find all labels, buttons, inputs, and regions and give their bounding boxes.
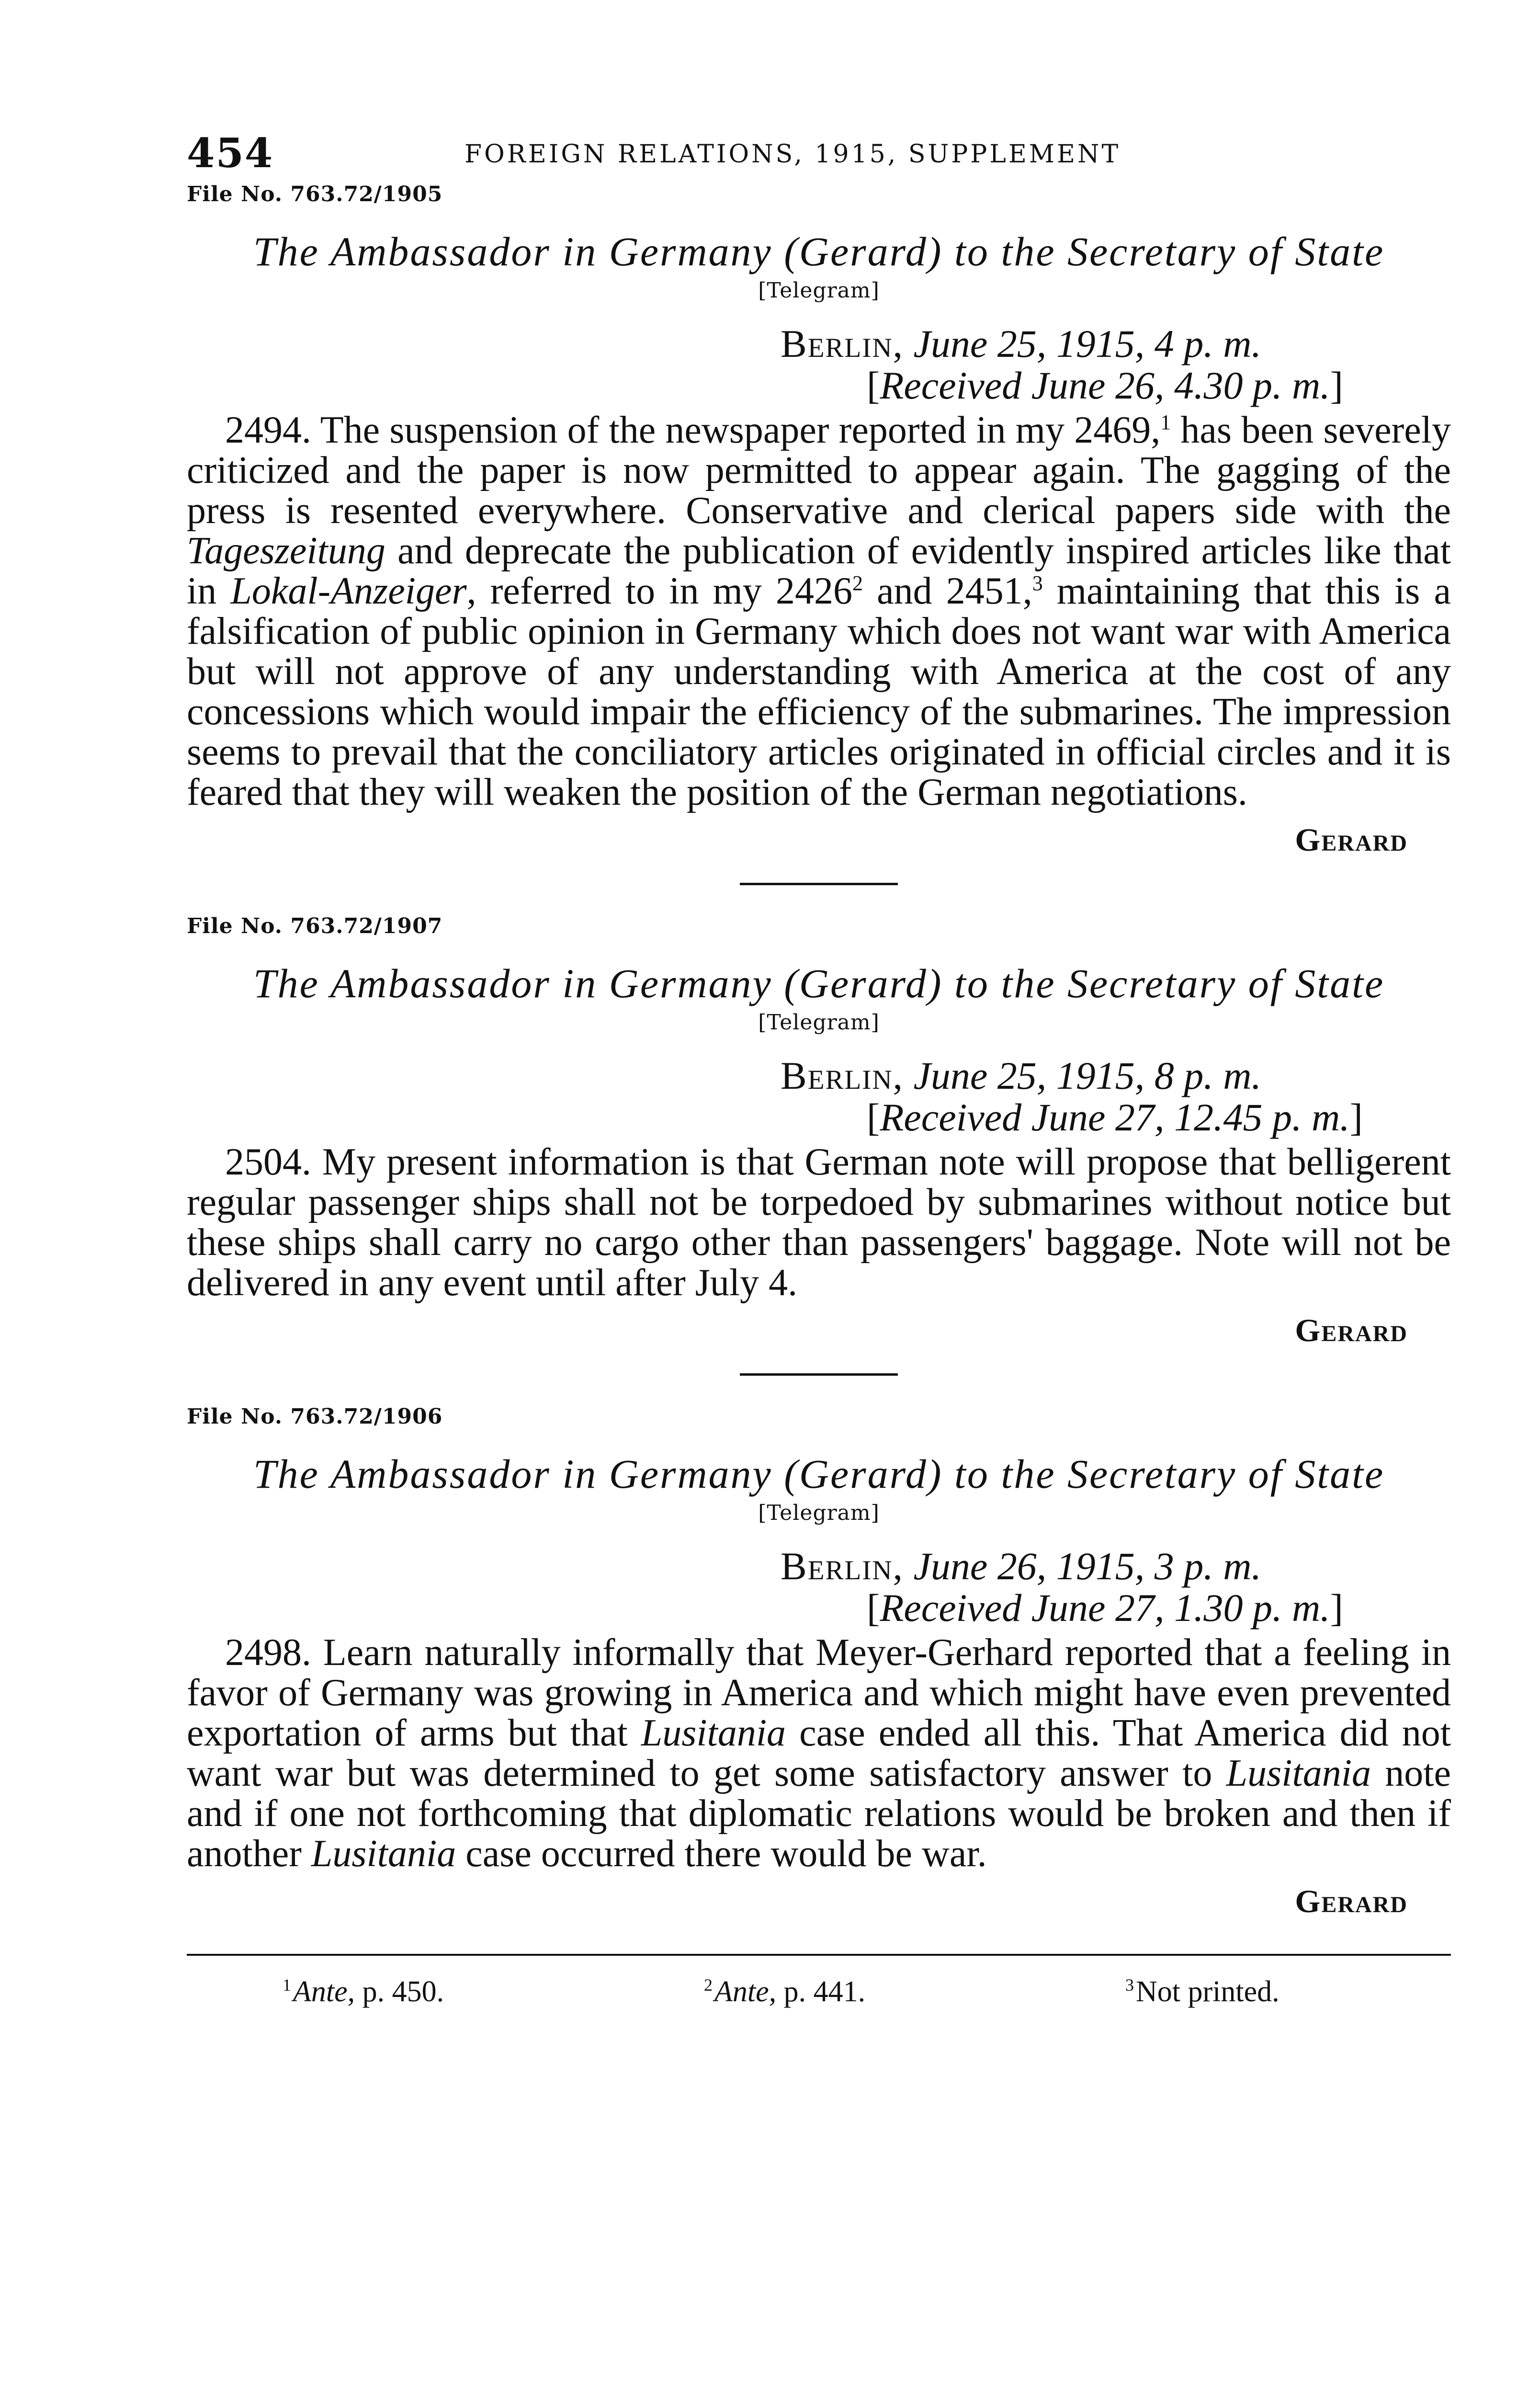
signature: Gerard [1295,821,1408,858]
dateline-city: Berlin, [781,1544,904,1588]
received-date: Received June 26, 4.30 p. m. [880,364,1330,407]
signature: Gerard [1295,1312,1408,1348]
document-kind: [Telegram] [758,278,880,303]
signature: Gerard [1295,1883,1408,1919]
received-bracket-open: [ [867,1095,880,1139]
footnote-text: p. 450. [355,1975,444,2008]
footnote-mark: 2 [704,1975,713,1995]
dateline [781,1056,1451,1096]
file-number: File No. 763.72/1907 [187,914,443,938]
body-text-segment: 2494. The suspension of the newspaper reported in my 2469, [225,409,1161,451]
received-line [867,1586,1451,1630]
document-1906 [187,1404,1451,1920]
body-text-segment: and 2451, [863,570,1032,612]
document-1905 [187,182,1451,859]
body-text-segment: has been severely criticized and the paper is now permitted to appear again. The gagging of the press is resented everywhere. Conservative and clerical papers side with the [187,409,1451,532]
footnote-2 [704,1975,865,2009]
document-1907 [187,914,1451,1349]
dateline [781,1546,1451,1586]
received-line [867,1096,1451,1139]
footnotes [187,1975,1451,2018]
section-divider [740,1373,898,1376]
section-divider [740,883,898,885]
body-text-segment: case ended all this. That America did not want war but was determined to get some satisfactory answer to [187,1712,1451,1794]
body-text-segment: and deprecate the publication of evidently inspired articles like that in [187,530,1451,612]
footnote-ref-word: Ante, [293,1975,355,2008]
footnote-mark: 3 [1125,1975,1134,1995]
received-date: Received June 27, 1.30 p. m. [880,1586,1330,1630]
telegram-body [187,410,1451,812]
dateline-date: June 25, 1915, 4 p. m. [913,322,1262,365]
footnote-3 [1125,1975,1280,2009]
page [187,129,1451,2018]
document-title: The Ambassador in Germany (Gerard) to the Secretary of State [253,1451,1385,1497]
body-text-segment: , referred to in my 2426 [466,570,853,612]
received-bracket-close: ] [1349,1095,1363,1139]
body-text-segment: case occurred there would be war. [456,1833,987,1875]
received-line [867,364,1451,407]
body-text-segment: maintaining that this is a falsification of public opinion in Germany which does not want war with America but will not approve of any understanding with America at the cost of any concessions which would impair the efficiency of the submarines. The impression seems to prevail that the conciliatory articles originated in official circles and it is feared that they will weaken the position of the German negotiations. [187,570,1451,813]
footnote-ref-word: Ante, [714,1975,777,2008]
footnote-ref: 3 [1032,571,1043,595]
body-text-segment: 2498. Learn naturally informally that Meyer-Gerhard reported that a feeling in favor of Germany was growing in America and which might have even prevented exportation of arms but that [187,1631,1451,1754]
ship-name: Lusitania [641,1712,786,1754]
body-text-segment: 2504. My present information is that German note will propose that belligerent regular passenger ships shall not be torpedoed by submarines without notice but these ships shall carry no cargo other than passengers' baggage. Note will not be delivered in any event until after July 4. [187,1141,1451,1304]
ship-name: Lusitania [311,1833,456,1875]
document-title: The Ambassador in Germany (Gerard) to the Secretary of State [253,960,1385,1006]
document-title: The Ambassador in Germany (Gerard) to the Secretary of State [253,228,1385,274]
footnote-text: p. 441. [776,1975,866,2008]
dateline [781,324,1451,364]
file-number: File No. 763.72/1906 [187,1404,443,1429]
running-title: FOREIGN RELATIONS, 1915, SUPPLEMENT [464,140,1121,169]
document-kind: [Telegram] [758,1010,880,1035]
received-bracket-open: [ [867,1586,880,1630]
newspaper-name: Tageszeitung [187,530,385,572]
received-bracket-close: ] [1330,1586,1343,1630]
footnote-text: Not printed. [1136,1975,1280,2008]
received-bracket-open: [ [867,364,880,407]
newspaper-name: Lokal-Anzeiger [230,570,467,612]
file-number: File No. 763.72/1905 [187,182,443,206]
running-head [187,129,1451,182]
page-number: 454 [187,129,274,177]
received-bracket-close: ] [1330,364,1343,407]
dateline-date: June 26, 1915, 3 p. m. [913,1544,1262,1588]
footnote-ref: 1 [1160,411,1171,434]
footnote-1 [283,1975,444,2009]
body-text-segment: note and if one not forthcoming that diplomatic relations would be broken and then if another [187,1752,1451,1875]
ship-name: Lusitania [1226,1752,1371,1794]
telegram-body [187,1632,1451,1874]
footnote-ref: 2 [852,571,863,595]
dateline-city: Berlin, [781,1054,904,1097]
telegram-body [187,1142,1451,1303]
footnote-mark: 1 [283,1975,291,1995]
document-kind: [Telegram] [758,1501,880,1525]
footnote-rule [187,1954,1451,1956]
dateline-date: June 25, 1915, 8 p. m. [913,1054,1262,1097]
dateline-city: Berlin, [781,322,904,365]
received-date: Received June 27, 12.45 p. m. [880,1095,1350,1139]
